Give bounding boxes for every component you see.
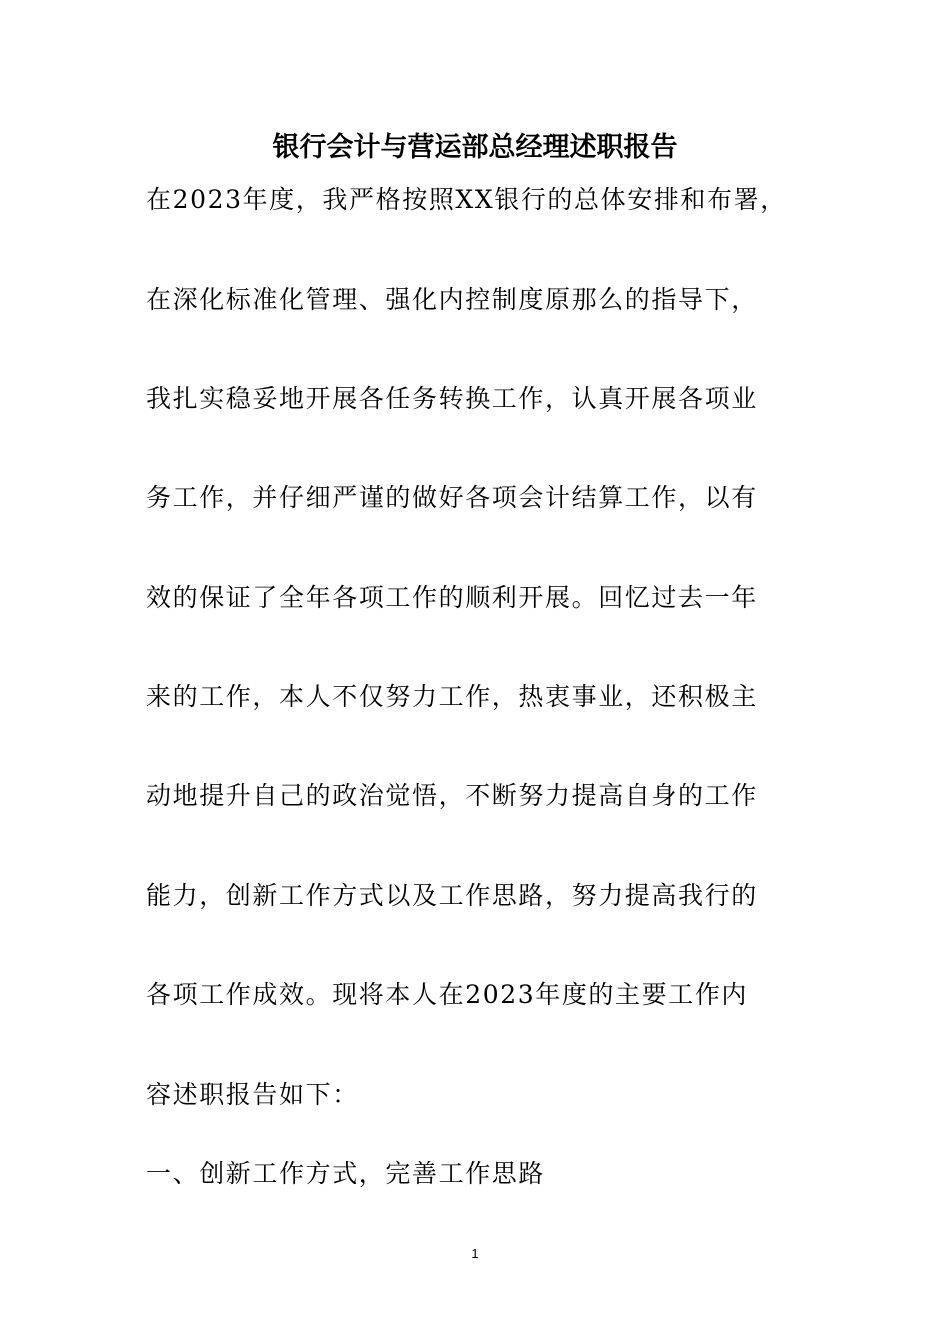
paragraph-line-9: 各项工作成效。现将本人在2023年度的主要工作内 [146, 980, 749, 1009]
paragraph-line-10: 容述职报告如下： [146, 1080, 359, 1109]
page-number: 1 [471, 1246, 479, 1261]
section-heading-1: 一、创新工作方式，完善工作思路 [146, 1159, 546, 1188]
paragraph-line-4: 务工作，并仔细严谨的做好各项会计结算工作，以有 [146, 483, 758, 512]
paragraph-line-8: 能力，创新工作方式以及工作思路，努力提高我行的 [146, 881, 758, 910]
paragraph-line-6: 来的工作，本人不仅努力工作，热衷事业，还积极主 [146, 682, 758, 711]
paragraph-line-2: 在深化标准化管理、强化内控制度原那么的指导下， [146, 285, 758, 314]
paragraph-line-3: 我扎实稳妥地开展各任务转换工作，认真开展各项业 [146, 384, 758, 413]
paragraph-line-5: 效的保证了全年各项工作的顺利开展。回忆过去一年 [146, 583, 758, 612]
document-title: 银行会计与营运部总经理述职报告 [272, 132, 678, 163]
paragraph-line-1: 在2023年度，我严格按照XX银行的总体安排和布署， [146, 185, 787, 214]
paragraph-line-7: 动地提升自己的政治觉悟，不断努力提高自身的工作 [146, 781, 758, 810]
